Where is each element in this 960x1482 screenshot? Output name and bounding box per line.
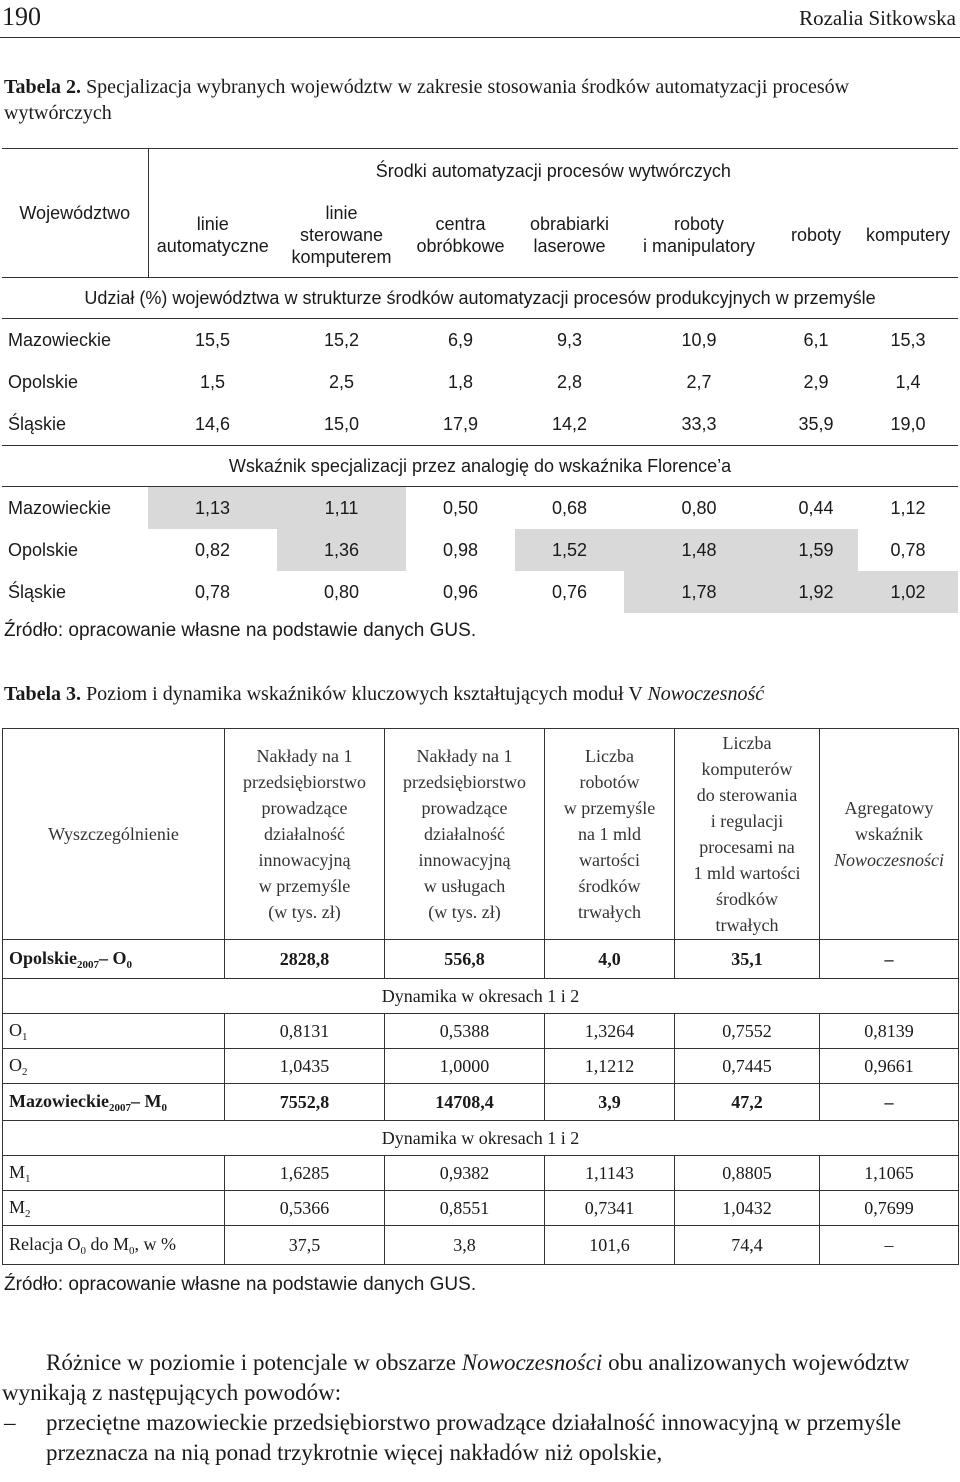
table-row — [2, 571, 958, 613]
col2-header-line: działalność — [424, 824, 505, 844]
row-label — [3, 1156, 225, 1191]
cell-value: 14708,4 — [435, 1091, 494, 1112]
cell-value: 2828,8 — [279, 948, 330, 969]
cell-value: – — [884, 948, 894, 969]
col5-header-italic: Nowoczesności — [834, 850, 944, 870]
row-label-name: Mazowieckie — [9, 1090, 109, 1111]
col5-header-line: wskaźnik — [855, 824, 923, 844]
column-header-line: roboty — [673, 214, 725, 234]
col5-header — [820, 729, 959, 940]
table-cell: 1,36 — [277, 529, 406, 571]
dash-marker: – — [4, 1410, 16, 1435]
column-header — [277, 193, 406, 278]
table-row — [3, 940, 959, 979]
row-label-text — [9, 1161, 31, 1185]
table-cell: 35,9 — [798, 413, 834, 434]
page-number: 190 — [2, 2, 41, 31]
column-header-line: komputery — [866, 225, 951, 245]
table-row — [2, 403, 958, 446]
row-label — [3, 1084, 225, 1121]
p1-part-a: Różnice w poziomie i potencjale w obszarze — [46, 1350, 462, 1375]
col1-header — [225, 729, 385, 940]
table-row — [2, 361, 958, 403]
column-header-line: centra — [435, 214, 486, 234]
row-label — [3, 1014, 225, 1049]
col1-header-line: w przemyśle — [258, 876, 351, 896]
relacja-p3: , w % — [134, 1233, 176, 1254]
table-cell: 1,02 — [858, 571, 958, 613]
table2-section1-rows — [2, 319, 958, 446]
cell-value: 1,6285 — [279, 1162, 330, 1183]
table-cell — [545, 1084, 675, 1121]
col2-header-line: w usługach — [423, 876, 506, 896]
table-cell — [225, 1084, 385, 1121]
table-cell — [820, 1084, 959, 1121]
table-cell: 15,3 — [890, 329, 926, 350]
cell-value: 47,2 — [731, 1091, 763, 1112]
group-header: Środki automatyzacji procesów wytwórczych — [148, 149, 958, 194]
table-cell — [545, 1014, 675, 1049]
cell-value: 0,8139 — [864, 1020, 914, 1041]
list-item — [2, 1408, 958, 1468]
col1-header-line: działalność — [264, 824, 345, 844]
table-cell: 1,52 — [515, 529, 624, 571]
table-cell: 1,13 — [148, 487, 277, 530]
column-header — [406, 193, 515, 278]
col1-header-line: innowacyjną — [258, 850, 351, 870]
cell-value: 0,8805 — [722, 1162, 772, 1183]
column-header-line: linie — [325, 203, 358, 223]
col3-header-line: wartości — [579, 850, 640, 870]
row-label — [3, 1226, 225, 1265]
col0-header: Wyszczególnienie — [3, 729, 225, 940]
cell-value: 0,5388 — [439, 1020, 490, 1041]
row-label: Mazowieckie — [8, 329, 112, 350]
row-label-name: O — [9, 1054, 22, 1075]
table-cell — [675, 1156, 820, 1191]
column-header — [515, 193, 624, 278]
row-label: Opolskie — [8, 539, 79, 560]
header-rule — [0, 37, 960, 38]
cell-value: 1,0435 — [279, 1055, 330, 1076]
table3-caption-text: Poziom i dynamika wskaźników kluczowych kształtujących moduł V — [86, 683, 648, 705]
p1-italic: Nowoczesności — [461, 1350, 603, 1375]
table3-caption-label: Tabela 3. — [4, 683, 82, 705]
table-cell: 6,1 — [803, 329, 829, 350]
table-cell — [675, 1049, 820, 1084]
table-cell — [225, 1191, 385, 1226]
table-cell — [675, 1084, 820, 1121]
table-cell: 1,12 — [890, 497, 926, 518]
col4-header-line: środków — [716, 889, 778, 909]
table-cell: 1,59 — [774, 529, 858, 571]
cell-value: 3,9 — [598, 1091, 621, 1112]
table-cell: 1,5 — [199, 371, 226, 392]
table-cell — [385, 1156, 545, 1191]
table-cell: 37,5 — [225, 1226, 385, 1265]
table2-section2-rows — [2, 487, 958, 614]
col2-header-line: prowadzące — [421, 798, 508, 818]
row-label-sub: 1 — [22, 1030, 28, 1043]
column-header-line: sterowane — [299, 225, 384, 245]
col4-header-line: 1 mld wartości — [693, 863, 801, 883]
col2-header — [385, 729, 545, 940]
dynamika-label: Dynamika w okresach 1 i 2 — [3, 1121, 959, 1156]
cell-value: 0,5366 — [279, 1197, 330, 1218]
table-cell — [545, 940, 675, 979]
col3-header-line: Liczba — [585, 746, 634, 766]
row-label-name: M — [9, 1196, 26, 1217]
table-cell — [820, 940, 959, 979]
row-label: Mazowieckie — [8, 497, 112, 518]
table-cell: 9,3 — [556, 329, 583, 350]
table-cell: 1,92 — [774, 571, 858, 613]
table-cell: 0,80 — [681, 497, 717, 518]
row-label-suffix-sub: 0 — [161, 1101, 167, 1114]
table-cell: 15,0 — [323, 413, 360, 434]
col4-header-line: do sterowania — [696, 785, 798, 805]
table-cell — [225, 940, 385, 979]
table-row — [3, 1226, 959, 1265]
table-cell: 15,2 — [323, 329, 360, 350]
table2-section2: Wskaźnik specjalizacji przez analogię do wskaźnika Florence’a — [2, 446, 958, 487]
relacja-p2: do M — [85, 1233, 129, 1254]
table-cell: 1,4 — [895, 371, 921, 392]
column-header — [624, 193, 774, 278]
column-header-line: roboty — [790, 225, 842, 245]
table-cell — [385, 1049, 545, 1084]
table2-section1: Udział (%) województwa w strukturze środków automatyzacji procesów produkcyjnych w przemyśle — [2, 278, 958, 319]
table-row — [3, 1084, 959, 1121]
p1-part-b: obu analizowanych województw wynikają z następujących powodów: — [2, 1350, 910, 1405]
table-cell — [225, 1156, 385, 1191]
table-cell — [820, 1014, 959, 1049]
col4-header — [675, 729, 820, 940]
page-header — [0, 0, 960, 36]
row-label — [3, 1049, 225, 1084]
cell-value: 0,7341 — [584, 1197, 635, 1218]
row-label — [3, 940, 225, 979]
cell-value: 0,9661 — [864, 1055, 914, 1076]
column-header — [774, 193, 858, 278]
table-cell: 14,6 — [194, 413, 231, 434]
row-label-suffix: – O — [99, 947, 127, 968]
table-cell — [385, 1084, 545, 1121]
table-cell: 10,9 — [681, 329, 717, 350]
row-label-name: Opolskie — [9, 947, 78, 968]
col2-header-line: przedsiębiorstwo — [403, 772, 526, 792]
table-cell: 3,8 — [385, 1226, 545, 1265]
table-cell — [225, 1014, 385, 1049]
table-row — [3, 1156, 959, 1191]
col2-header-line: (w tys. zł) — [428, 902, 501, 922]
col1-header-line: przedsiębiorstwo — [243, 772, 366, 792]
dynamika-label: Dynamika w okresach 1 i 2 — [3, 979, 959, 1014]
table-cell — [675, 1191, 820, 1226]
paragraph-1 — [2, 1348, 958, 1408]
cell-value: 0,7445 — [722, 1055, 772, 1076]
row-label-suffix-sub: 0 — [126, 958, 133, 971]
table-cell — [545, 1049, 675, 1084]
col3-header-line: w przemyśle — [563, 798, 656, 818]
table-row — [2, 319, 958, 362]
col1-header-line: (w tys. zł) — [268, 902, 341, 922]
cell-value: 1,3264 — [584, 1020, 635, 1041]
row-label-suffix: – M — [130, 1090, 162, 1111]
table-row — [3, 1049, 959, 1084]
table-cell: 0,78 — [194, 581, 231, 602]
row-label-name: O — [9, 1019, 22, 1040]
row-label: Śląskie — [8, 581, 67, 602]
cell-value: 35,1 — [731, 948, 763, 969]
cell-value: 0,8551 — [439, 1197, 490, 1218]
table-cell: 0,78 — [890, 539, 926, 560]
table-cell: 74,4 — [675, 1226, 820, 1265]
cell-value: 1,1065 — [864, 1162, 914, 1183]
table-cell: 19,0 — [890, 413, 926, 434]
table2-caption-label: Tabela 2. — [4, 76, 82, 98]
row-label-sub: 2 — [22, 1065, 28, 1078]
table-cell — [385, 1014, 545, 1049]
relacja-s2: 0 — [128, 1244, 135, 1257]
table-cell: 17,9 — [442, 413, 479, 434]
table-cell: 15,5 — [194, 329, 231, 350]
col1-header-line: prowadzące — [261, 798, 348, 818]
column-header-line: linie — [196, 214, 229, 234]
table-cell — [385, 940, 545, 979]
table-cell: – — [820, 1226, 959, 1265]
cell-value: 7552,8 — [279, 1091, 330, 1112]
cell-value: 1,1143 — [585, 1162, 634, 1183]
table-row — [3, 1121, 959, 1156]
list-item-text: przeciętne mazowieckie przedsiębiorstwo prowadzące działalność innowacyjną w przemyśle przeznacza na nią ponad trzykrotnie więcej nakładów niż opolskie, — [46, 1410, 902, 1465]
table-cell: 0,76 — [551, 581, 588, 602]
table-cell: 33,3 — [681, 413, 717, 434]
column-header-line: automatyczne — [156, 236, 269, 256]
row-label-name: M — [9, 1161, 26, 1182]
table2-source: Źródło: opracowanie własne na podstawie danych GUS. — [4, 620, 477, 641]
col1-header-line: Nakłady na 1 — [256, 746, 353, 766]
table-cell: 1,8 — [447, 371, 474, 392]
body-text — [2, 1348, 958, 1468]
table-cell: 101,6 — [545, 1226, 675, 1265]
relacja-s1: 0 — [80, 1244, 86, 1257]
col4-header-line: Liczba — [722, 733, 772, 753]
table-row — [3, 1191, 959, 1226]
cell-value: 4,0 — [598, 948, 621, 969]
row-label-sub: 2007 — [108, 1101, 131, 1114]
table-cell — [385, 1191, 545, 1226]
table-row — [3, 979, 959, 1014]
table2-caption-text: Specjalizacja wybranych województw w zakresie stosowania środków automatyzacji procesów wytwórczych — [4, 76, 850, 124]
cell-value: 0,7699 — [864, 1197, 914, 1218]
col4-header-line: trwałych — [715, 915, 779, 935]
row-label-text — [9, 1019, 28, 1043]
table-cell: 0,98 — [442, 539, 479, 560]
col3-header-line: środków — [578, 876, 641, 896]
row-label-sub: 2 — [25, 1207, 31, 1220]
table-cell — [820, 1156, 959, 1191]
table-cell — [820, 1191, 959, 1226]
col3-header-line: na 1 mld — [578, 824, 641, 844]
table-cell: 2,5 — [328, 371, 355, 392]
row-label — [3, 1191, 225, 1226]
table-cell: 0,44 — [798, 497, 834, 518]
table3-caption — [4, 681, 954, 707]
cell-value: – — [884, 1091, 894, 1112]
column-header-line: laserowe — [533, 236, 606, 256]
cell-value: 0,7552 — [722, 1020, 772, 1041]
table3-source: Źródło: opracowanie własne na podstawie danych GUS. — [4, 1274, 477, 1295]
running-head-author: Rozalia Sitkowska — [799, 6, 956, 30]
table-cell: 1,11 — [277, 487, 406, 530]
table-cell: 0,50 — [442, 497, 479, 518]
col3-header-line: robotów — [579, 772, 640, 792]
row-label-sub: 2007 — [77, 958, 100, 971]
col-region-header: Województwo — [2, 149, 148, 278]
table3-caption-italic: Nowoczesność — [647, 683, 765, 705]
column-header — [858, 193, 958, 278]
row-label: Śląskie — [8, 413, 67, 434]
table-cell: 1,48 — [624, 529, 774, 571]
table-cell: 0,80 — [323, 581, 360, 602]
relacja-p1: Relacja O — [9, 1233, 81, 1254]
col2-header-line: innowacyjną — [418, 850, 511, 870]
table2-caption — [4, 74, 954, 126]
table-cell: 2,9 — [803, 371, 829, 392]
table-cell: 2,8 — [556, 371, 583, 392]
table2 — [2, 148, 958, 613]
table-cell: 14,2 — [551, 413, 588, 434]
column-header-line: komputerem — [291, 247, 392, 267]
table-cell — [820, 1049, 959, 1084]
table-cell — [675, 940, 820, 979]
table-cell: 0,96 — [442, 581, 479, 602]
cell-value: 0,8131 — [279, 1020, 330, 1041]
col3-header-line: trwałych — [578, 902, 641, 922]
column-header-line: i manipulatory — [642, 236, 756, 256]
cell-value: 0,9382 — [439, 1162, 490, 1183]
cell-value: 1,1212 — [584, 1055, 635, 1076]
col4-header-line: procesami na — [699, 837, 795, 857]
col4-header-line: komputerów — [701, 759, 793, 779]
cell-value: 1,0000 — [439, 1055, 490, 1076]
column-header-line: obrabiarki — [529, 214, 610, 234]
table-cell: 6,9 — [447, 329, 474, 350]
row-label: Opolskie — [8, 371, 79, 392]
table-cell — [675, 1014, 820, 1049]
table3 — [2, 728, 959, 1265]
col5-header-line: Agregatowy — [844, 798, 934, 818]
row-label-text — [9, 947, 133, 971]
table-cell — [545, 1191, 675, 1226]
col4-header-line: i regulacji — [710, 811, 784, 831]
table-cell — [225, 1049, 385, 1084]
table-row — [2, 487, 958, 530]
table-cell: 0,82 — [194, 539, 231, 560]
table3-body — [3, 940, 959, 1265]
table-row — [3, 1014, 959, 1049]
column-header-line: obróbkowe — [416, 236, 505, 256]
col3-header — [545, 729, 675, 940]
cell-value: 556,8 — [444, 948, 485, 969]
table-cell: 1,78 — [624, 571, 774, 613]
row-label-text — [9, 1054, 28, 1078]
col2-header-line: Nakłady na 1 — [416, 746, 513, 766]
table-cell: 0,68 — [551, 497, 588, 518]
row-label-text — [9, 1196, 31, 1220]
column-header — [148, 193, 277, 278]
table-cell: 2,7 — [686, 371, 712, 392]
table-row — [2, 529, 958, 571]
table-cell — [545, 1156, 675, 1191]
row-label-text — [9, 1090, 167, 1114]
cell-value: 1,0432 — [722, 1197, 772, 1218]
row-label-sub: 1 — [25, 1172, 31, 1185]
